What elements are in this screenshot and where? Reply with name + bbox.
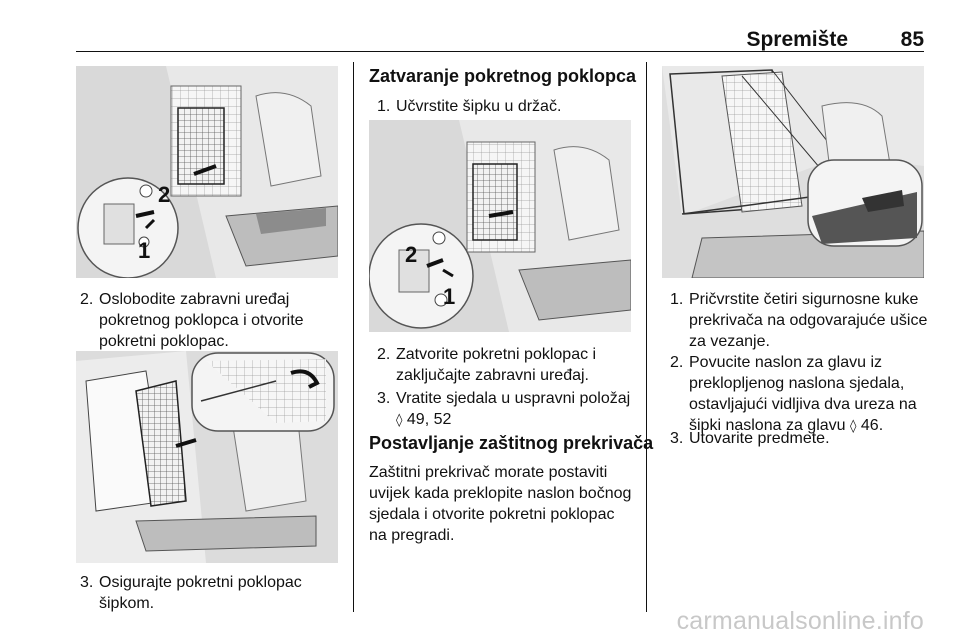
step-text: Povucite naslon za glavu iz preklopljenog naslona sjedala, ostavljajući vidljiva dva ureza na šipki naslona za glavu ◊ 46. <box>689 354 917 434</box>
page-number: 85 <box>900 28 924 51</box>
heading-closing-hatch: Zatvaranje pokretnog poklopca <box>369 66 637 86</box>
middle-step-1 <box>377 96 639 117</box>
column-divider-right <box>646 62 647 612</box>
header-divider <box>76 51 924 52</box>
step-text: Pričvrstite četiri sigurnosne kuke prekrivača na odgovarajuće ušice za vezanje. <box>689 291 928 350</box>
page-ref-icon: ◊ <box>396 413 403 428</box>
page-ref-link[interactable]: 49, 52 <box>406 411 452 428</box>
page-ref-link[interactable]: 46. <box>860 417 884 434</box>
page-ref-icon: ◊ <box>850 419 857 434</box>
figure-open-hatch <box>76 351 338 563</box>
figure-close-hatch <box>369 120 631 332</box>
callout-1: 1 <box>443 284 456 309</box>
step-number: 2. <box>80 291 94 308</box>
right-step-1 <box>670 289 932 352</box>
step-number: 2. <box>377 346 391 363</box>
callout-2: 2 <box>158 182 171 207</box>
step-text: Zatvorite pokretni poklopac i zaključajte zabravni uređaj. <box>396 346 597 384</box>
middle-step-2 <box>377 344 639 386</box>
left-step-3 <box>80 572 342 614</box>
step-text: Utovarite predmete. <box>689 430 830 447</box>
step-number: 1. <box>670 291 684 308</box>
right-step-3 <box>670 428 932 449</box>
callout-1: 1 <box>138 238 151 263</box>
figure-unlock-hatch <box>76 66 338 278</box>
step-text: Oslobodite zabravni uređaj pokretnog poklopca i otvorite pokretni poklopac. <box>99 291 304 350</box>
heading-install-cover: Postavljanje zaštitnog prekrivača <box>369 433 654 453</box>
step-number: 3. <box>80 574 94 591</box>
step-text: Osigurajte pokretni poklopac šipkom. <box>99 574 302 612</box>
right-step-2 <box>670 352 932 437</box>
step-number: 1. <box>377 98 391 115</box>
left-step-2 <box>80 289 342 352</box>
page-section-title: Spremište <box>746 28 848 51</box>
step-text: Učvrstite šipku u držač. <box>396 98 562 115</box>
watermark: carmanualsonline.info <box>676 607 924 635</box>
step-number: 3. <box>670 430 684 447</box>
step-number: 3. <box>377 390 391 407</box>
figure-protective-cover <box>662 66 924 278</box>
middle-step-3 <box>377 388 639 431</box>
callout-2: 2 <box>405 242 418 267</box>
column-divider-left <box>353 62 354 612</box>
step-text: Vratite sjedala u uspravni položaj ◊ 49, 52 <box>396 390 631 428</box>
install-cover-paragraph: Zaštitni prekrivač morate postaviti uvijek kada preklopite naslon bočnog sjedala i otvorite pokretni poklopac na pregradi. <box>369 464 632 544</box>
step-number: 2. <box>670 354 684 371</box>
